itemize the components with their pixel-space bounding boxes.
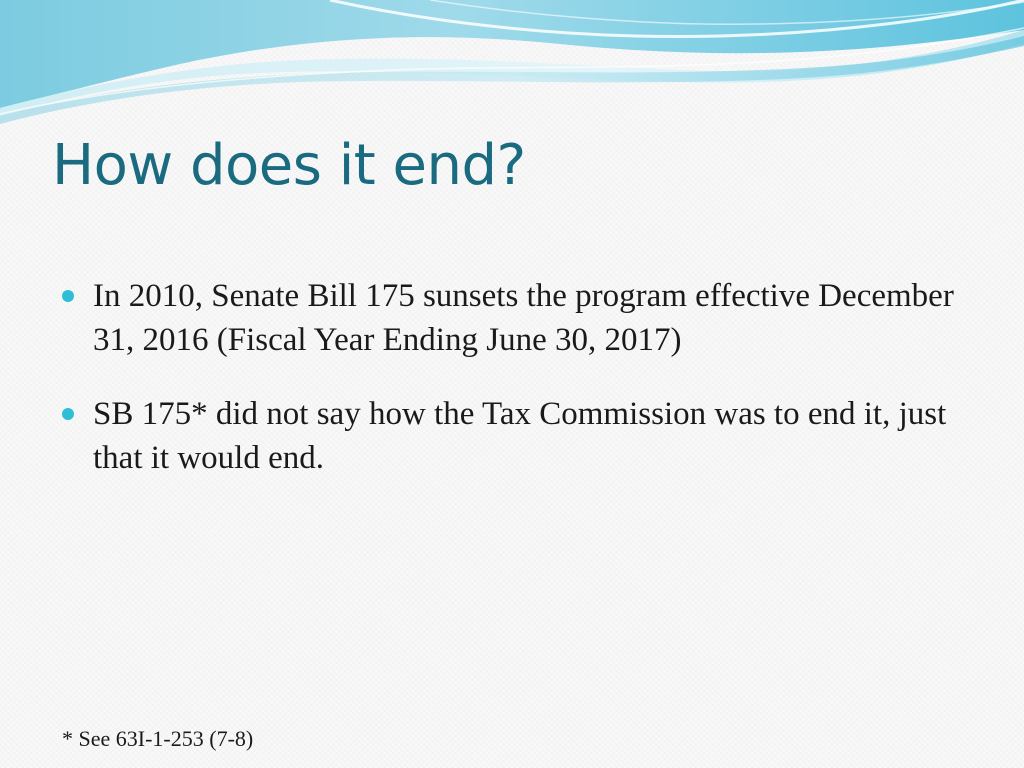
bullet-dot-icon xyxy=(62,408,74,420)
wave-header-decoration xyxy=(0,0,1024,130)
bullet-item-sunset xyxy=(60,274,980,362)
footnote: * See 63I-1-253 (7-8) xyxy=(62,726,254,751)
bullet-item-sb175 xyxy=(60,392,980,480)
bullet-text: SB 175* did not say how the Tax Commission was to end it, just that it would end. xyxy=(93,396,947,476)
bullet-text: In 2010, Senate Bill 175 sunsets the program effective December 31, 2016 (Fiscal Year Ending June 30, 2017) xyxy=(93,278,954,358)
slide-title: How does it end? xyxy=(52,133,526,198)
bullet-list xyxy=(60,274,980,510)
bullet-dot-icon xyxy=(62,290,74,302)
